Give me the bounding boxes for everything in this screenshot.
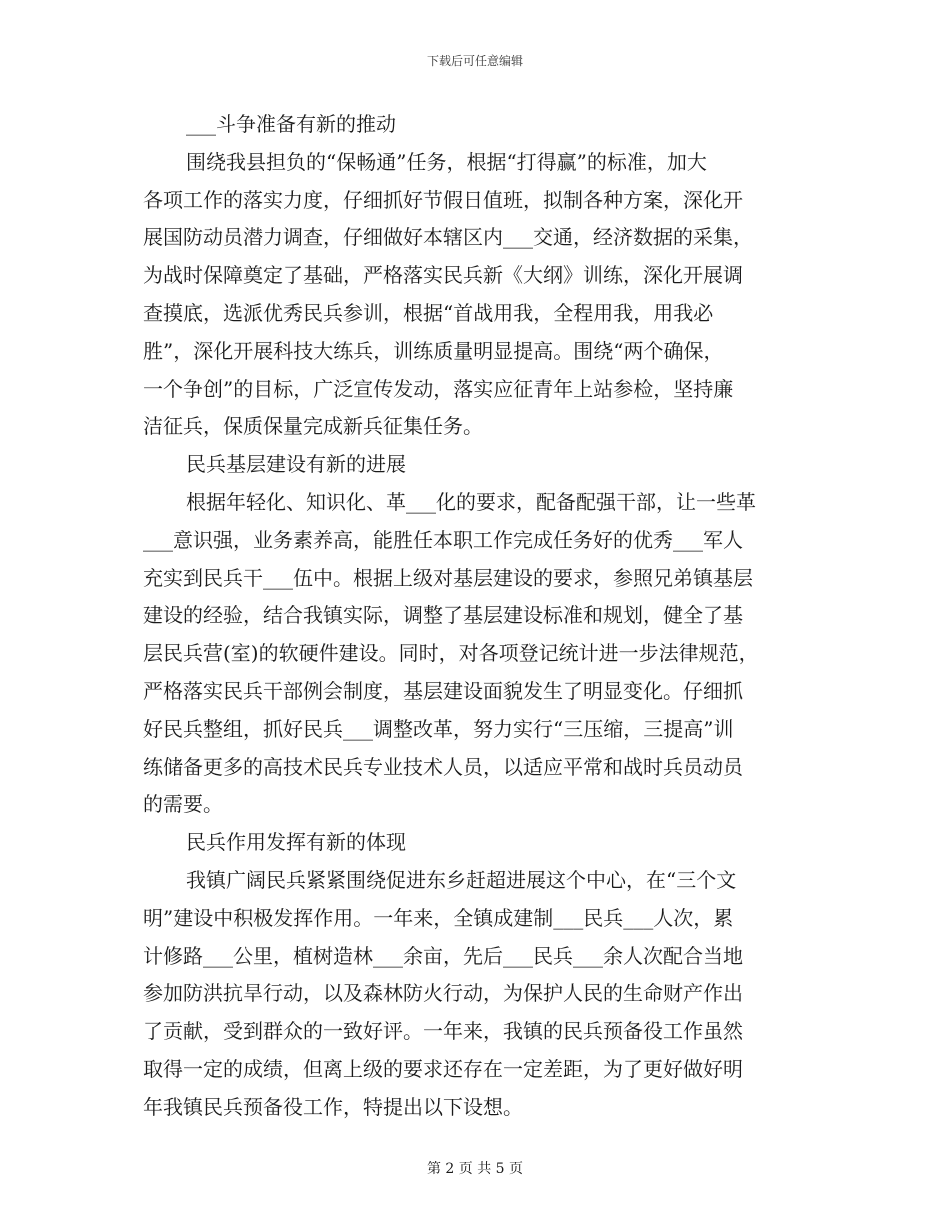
paragraph-line: 一个争创”的目标，广泛宣传发动，落实应征青年上站参检，坚持廉 [143,376,734,401]
paragraph-line: 我镇广阔民兵紧紧围绕促进东乡赶超进展这个中心，在“三个文 [186,867,737,892]
paragraph-line: 的需要。 [143,792,223,817]
paragraph-line: 查摸底，选派优秀民兵参训，根据“首战用我，全程用我，用我必 [143,300,714,325]
section-heading-militia-role: 民兵作用发挥有新的体现 [186,830,406,855]
section-heading-grassroots: 民兵基层建设有新的进展 [186,452,406,477]
page-number-footer: 第 2 页 共 5 页 [426,1161,524,1177]
paragraph-line: 胜”，深化开展科技大练兵，训练质量明显提高。围绕“两个确保， [143,338,724,363]
paragraph-line: 年我镇民兵预备役工作，特提出以下设想。 [143,1094,523,1119]
section-heading-combat-readiness: ___斗争准备有新的推动 [186,112,396,136]
paragraph-line: 计修路___公里，植树造林___余亩，先后___民兵___余人次配合当地 [143,943,743,968]
paragraph-line: 围绕我县担负的“保畅通”任务，根据“打得赢”的标准，加大 [186,149,707,174]
paragraph-line: 各项工作的落实力度，仔细抓好节假日值班，拟制各种方案，深化开 [143,187,743,212]
page-header: 下载后可任意编辑 [426,54,523,68]
paragraph-line: 取得一定的成绩，但离上级的要求还存在一定差距，为了更好做好明 [143,1056,743,1081]
paragraph-line: 层民兵营(室)的软硬件建设。同时，对各项登记统计进一步法律规范， [143,641,759,666]
paragraph-line: 明”建设中积极发挥作用。一年来，全镇成建制___民兵___人次，累 [143,905,734,930]
paragraph-line: 了贡献，受到群众的一致好评。一年来，我镇的民兵预备役工作虽然 [143,1019,743,1044]
paragraph-line: 根据年轻化、知识化、革___化的要求，配备配强干部，让一些革 [186,489,756,514]
paragraph-line: ___意识强，业务素养高，能胜任本职工作完成任务好的优秀___军人 [143,527,743,552]
paragraph-line: 好民兵整组，抓好民兵___调整改革，努力实行“三压缩，三提高”训 [143,716,734,741]
paragraph-line: 参加防洪抗旱行动，以及森林防火行动，为保护人民的生命财产作出 [143,981,743,1006]
paragraph-line: 洁征兵，保质保量完成新兵征集任务。 [143,414,483,439]
paragraph-line: 练储备更多的高技术民兵专业技术人员，以适应平常和战时兵员动员 [143,754,743,779]
paragraph-line: 充实到民兵干___伍中。根据上级对基层建设的要求，参照兄弟镇基层 [143,565,753,590]
paragraph-line: 严格落实民兵干部例会制度，基层建设面貌发生了明显变化。仔细抓 [143,678,743,703]
paragraph-line: 建设的经验，结合我镇实际，调整了基层建设标准和规划，健全了基 [143,603,743,628]
paragraph-line: 为战时保障奠定了基础，严格落实民兵新《大纲》训练，深化开展调 [143,263,743,288]
paragraph-line: 展国防动员潜力调查，仔细做好本辖区内___交通，经济数据的采集， [143,225,753,250]
document-body [143,106,808,1127]
